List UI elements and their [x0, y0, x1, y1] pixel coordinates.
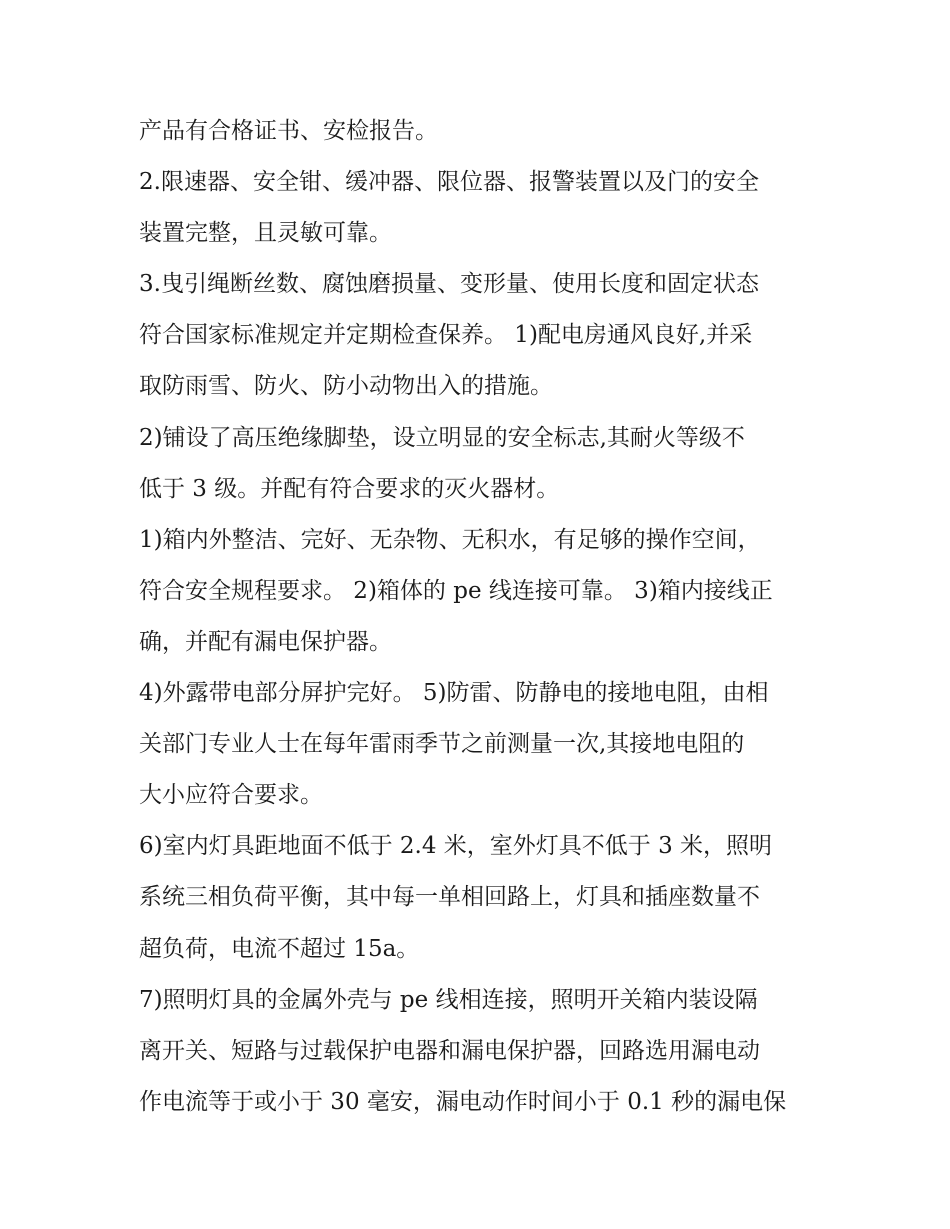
text-line: 取防雨雪、防火、防小动物出入的措施。	[139, 373, 553, 400]
text-line: 符合安全规程要求。 2)箱体的 pe 线连接可靠。 3)箱内接线正	[139, 577, 773, 604]
text-line: 6)室内灯具距地面不低于 2.4 米，室外灯具不低于 3 米，照明	[139, 833, 773, 860]
text-line: 关部门专业人士在每年雷雨季节之前测量一次,其接地电阻的	[139, 731, 745, 758]
text-line: 离开关、短路与过载保护电器和漏电保护器，回路选用漏电动	[139, 1037, 760, 1064]
text-line: 3.曳引绳断丝数、腐蚀磨损量、变形量、使用长度和固定状态	[139, 271, 759, 298]
text-line: 确，并配有漏电保护器。	[139, 628, 392, 655]
text-line: 超负荷，电流不超过 15a。	[139, 935, 420, 962]
text-line: 产品有合格证书、安检报告。	[139, 118, 438, 144]
text-line: 大小应符合要求。	[139, 782, 323, 809]
text-line: 2.限速器、安全钳、缓冲器、限位器、报警装置以及门的安全	[139, 169, 759, 196]
text-line: 1)箱内外整洁、完好、无杂物、无积水，有足够的操作空间，	[139, 526, 761, 553]
text-line: 装置完整，且灵敏可靠。	[139, 220, 392, 247]
text-line: 作电流等于或小于 30 毫安，漏电动作时间小于 0.1 秒的漏电保	[139, 1088, 787, 1115]
text-line: 低于 3 级。并配有符合要求的灭火器材。	[139, 475, 560, 502]
text-line: 系统三相负荷平衡，其中每一单相回路上，灯具和插座数量不	[139, 884, 760, 911]
text-line: 4)外露带电部分屏护完好。 5)防雷、防静电的接地电阻，由相	[139, 680, 769, 707]
text-line: 符合国家标准规定并定期检查保养。 1)配电房通风良好,并采	[139, 322, 753, 349]
text-line: 7)照明灯具的金属外壳与 pe 线相连接，照明开关箱内装设隔	[139, 986, 758, 1013]
body-text	[139, 106, 819, 1128]
text-line: 2)铺设了高压绝缘脚垫，设立明显的安全标志,其耐火等级不	[139, 424, 745, 451]
